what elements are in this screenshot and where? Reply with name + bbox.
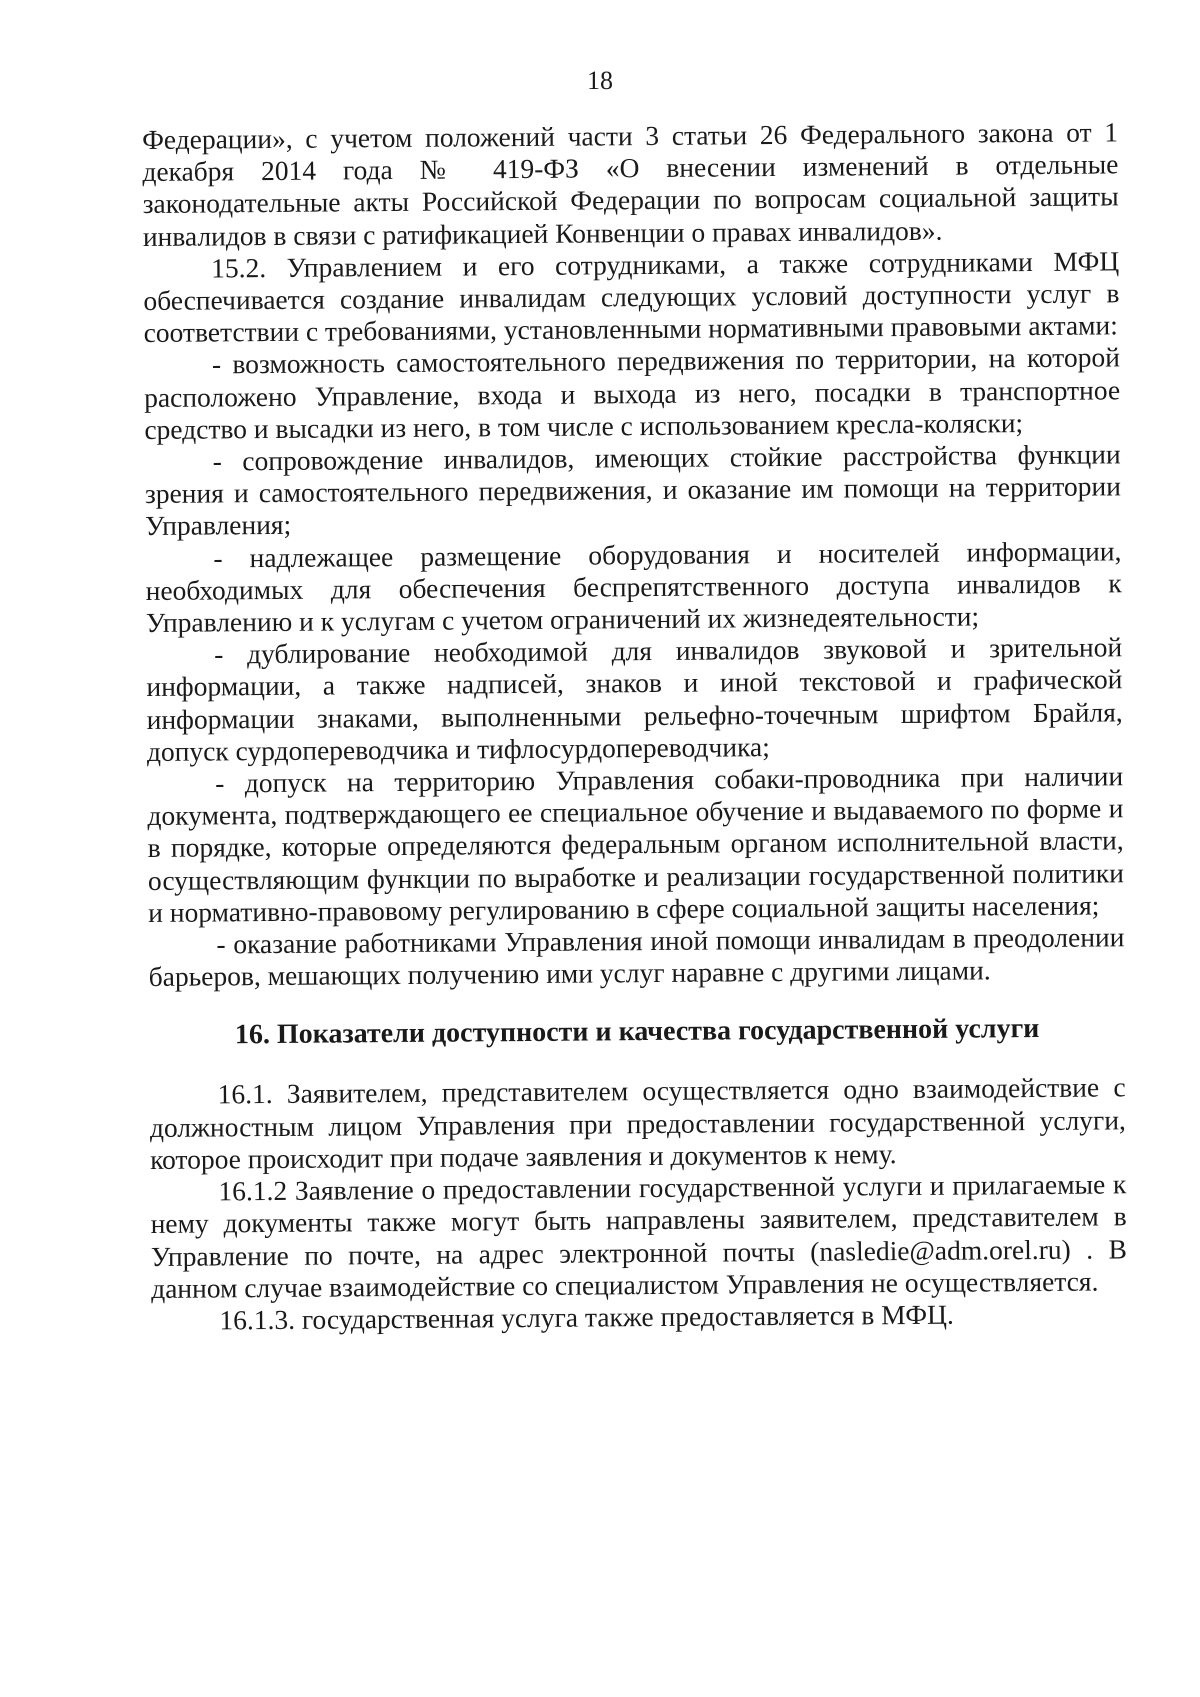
list-item: - возможность самостоятельного передвижения по территории, на которой расположено Управление, входа и выхода из него, посадки в транспортное средство и высадки из него, в том числе с использованием кресла-коляски; [144, 341, 1121, 445]
page-number: 18 [587, 66, 613, 95]
section-heading: 16. Показатели доступности и качества государственной услуги [234, 1013, 1040, 1051]
paragraph-continuation: Федерации», с учетом положений части 3 статьи 26 Федерального закона от 1 декабря 2014 года № 419-ФЗ «О внесении изменений в отдельные законодательные акты Российской Федерации по вопросам социальной защиты инвалидов в связи с ратификацией Конвенции о правах инвалидов». [142, 116, 1119, 252]
paragraph-16-1-2: 16.1.2 Заявление о предоставлении государственной услуги и прилагаемые к нему документы также могут быть направлены заявителем, представителем в Управление по почте, на адрес электронной почты (nasledie@adm.orel.ru) . В данном случае взаимодействие со специалистом Управления не осуществляется. [150, 1168, 1127, 1304]
paragraph-15-2: 15.2. Управлением и его сотрудниками, а также сотрудниками МФЦ обеспечивается создание инвалидам следующих условий доступности услуг в соответствии с требованиями, установленными нормативными правовыми актами: [143, 245, 1120, 349]
paragraph-16-1: 16.1. Заявителем, представителем осуществляется одно взаимодействие с должностным лицом Управления при предоставлении государственной услуги, которое происходит при подаче заявления и документов к нему. [149, 1071, 1126, 1175]
paragraph-16-1-3: 16.1.3. государственная услуга также предоставляется в МФЦ. [219, 1298, 954, 1336]
list-item: - сопровождение инвалидов, имеющих стойкие расстройства функции зрения и самостоятельного передвижения, и оказание им помощи на территории Управления; [144, 438, 1121, 542]
list-item: - оказание работниками Управления иной помощи инвалидам в преодолении барьеров, мешающих получению ими услуг наравне с другими лицами. [148, 921, 1125, 993]
document-body [142, 116, 1127, 1337]
list-item: - надлежащее размещение оборудования и носителей информации, необходимых для обеспечения беспрепятственного доступа инвалидов к Управлению и к услугам с учетом ограничений их жизнедеятельности; [145, 534, 1122, 639]
list-item: - допуск на территорию Управления собаки-проводника при наличии документа, подтверждающего ее специальное обучение и выдаваемого по форме и в порядке, которые определяются федеральным органом исполнительной власти, осуществляющим функции по выработке и реализации государственной политики и нормативно-правовому регулированию в сфере социальной защиты населения; [147, 760, 1125, 928]
list-item: - дублирование необходимой для инвалидов звуковой и зрительной информации, а также надписей, знаков и иной текстовой и графической информации знаками, выполненными рельефно-точечным шрифтом Брайля, допуск сурдопереводчика и тифлосурдопереводчика; [146, 631, 1123, 767]
